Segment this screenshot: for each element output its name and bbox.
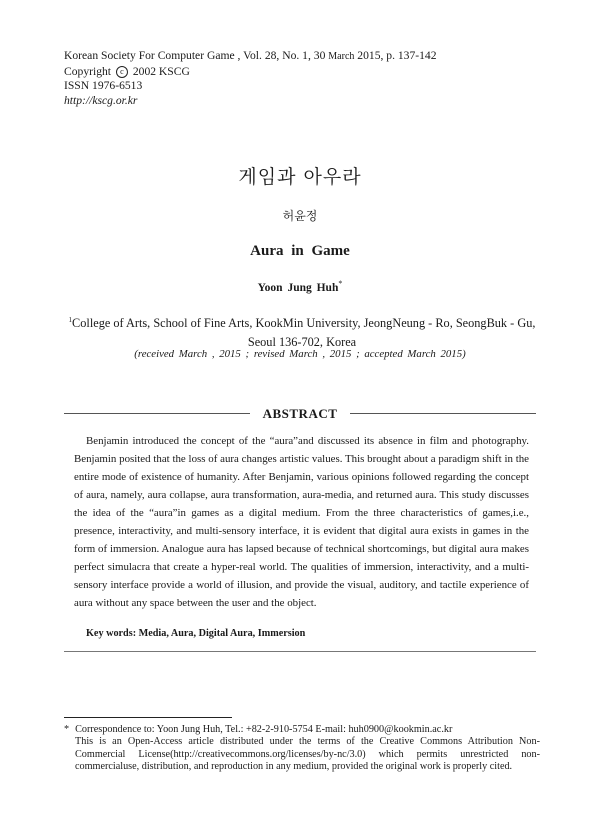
copyright-line [64, 65, 437, 80]
license-text: This is an Open-Access article distributed under the terms of the Creative Commons Attribution Non-Commercial License(http://creativecommons.org/licenses/by-nc/3.0) which permits unrestricted non-commercialuse, distribution, and reproduction in any medium, provided the original work is properly cited. [75, 736, 540, 772]
correspondence-line [64, 724, 540, 736]
keywords: Key words: Media, Aura, Digital Aura, Immersion [86, 628, 306, 639]
affiliation [68, 311, 536, 352]
copyright-holder: 2002 KSCG [132, 64, 190, 78]
title-korean: 게임과 아우라 [238, 166, 362, 188]
citation-pages: 2015, p. 137-142 [357, 49, 437, 62]
issn: ISSN 1976-6513 [64, 79, 143, 92]
footnote-rule [64, 717, 232, 718]
received-dates: (received March , 2015 ; revised March , 2015 ; accepted March 2015) [134, 348, 466, 360]
journal-header [64, 49, 437, 108]
author-asterisk: * [338, 279, 343, 288]
abstract-text: Benjamin introduced the concept of the “aura”and discussed its absence in film and photography. Benjamin posited that the loss of aura changes artistic values. This brought about a paradigm shift in the entire mode of existence of humanity. After Benjamin, various opinions followed regarding the concept of aura, namely, aura collapse, aura transformation, aura-media, and returned aura. This study discusses the idea of the “aura”in games as a digital medium. From the three characteristics of games,i.e., presence, interactivity, and multi-sensory interface, it is evident that digital aura exists in games in the form of immersion. Analogue aura has lapsed because of technical shortcomings, but digital aura makes perfect simulacra that create a hyper-real world. The qualities of immersion, interactivity, and a multi-sensory interface provide a world of illusion, and provide the visual, auditory, and tactile experience of aura without any space between the user and the object. [74, 435, 529, 609]
affiliation-mark: 1 [68, 316, 73, 324]
copyright-icon: c [116, 66, 128, 78]
abstract-heading: ABSTRACT [262, 406, 338, 421]
citation-line [64, 49, 437, 65]
citation-text: Korean Society For Computer Game , Vol. 28, No. 1, 30 [64, 49, 326, 62]
title-english: Aura in Game [250, 243, 350, 259]
affiliation-text: College of Arts, School of Fine Arts, KookMin University, JeongNeung - Ro, SeongBuk - Gu, Seoul 136-702, Korea [72, 316, 536, 350]
copyright-label: Copyright [64, 64, 112, 78]
footnote [64, 724, 540, 773]
author-korean: 허윤정 [282, 209, 318, 223]
correspondence-text: Correspondence to: Yoon Jung Huh, Tel.: +82-2-910-5754 E-mail: huh0900@kookmin.ac.kr [75, 724, 453, 735]
author-english [0, 279, 600, 294]
footnote-asterisk: * [64, 724, 70, 735]
journal-url[interactable]: http://kscg.or.kr [64, 93, 138, 107]
abstract-rule-right [350, 413, 536, 414]
author-name: Yoon Jung Huh [257, 281, 339, 294]
keywords-divider [64, 651, 536, 652]
citation-month: March [328, 51, 355, 62]
